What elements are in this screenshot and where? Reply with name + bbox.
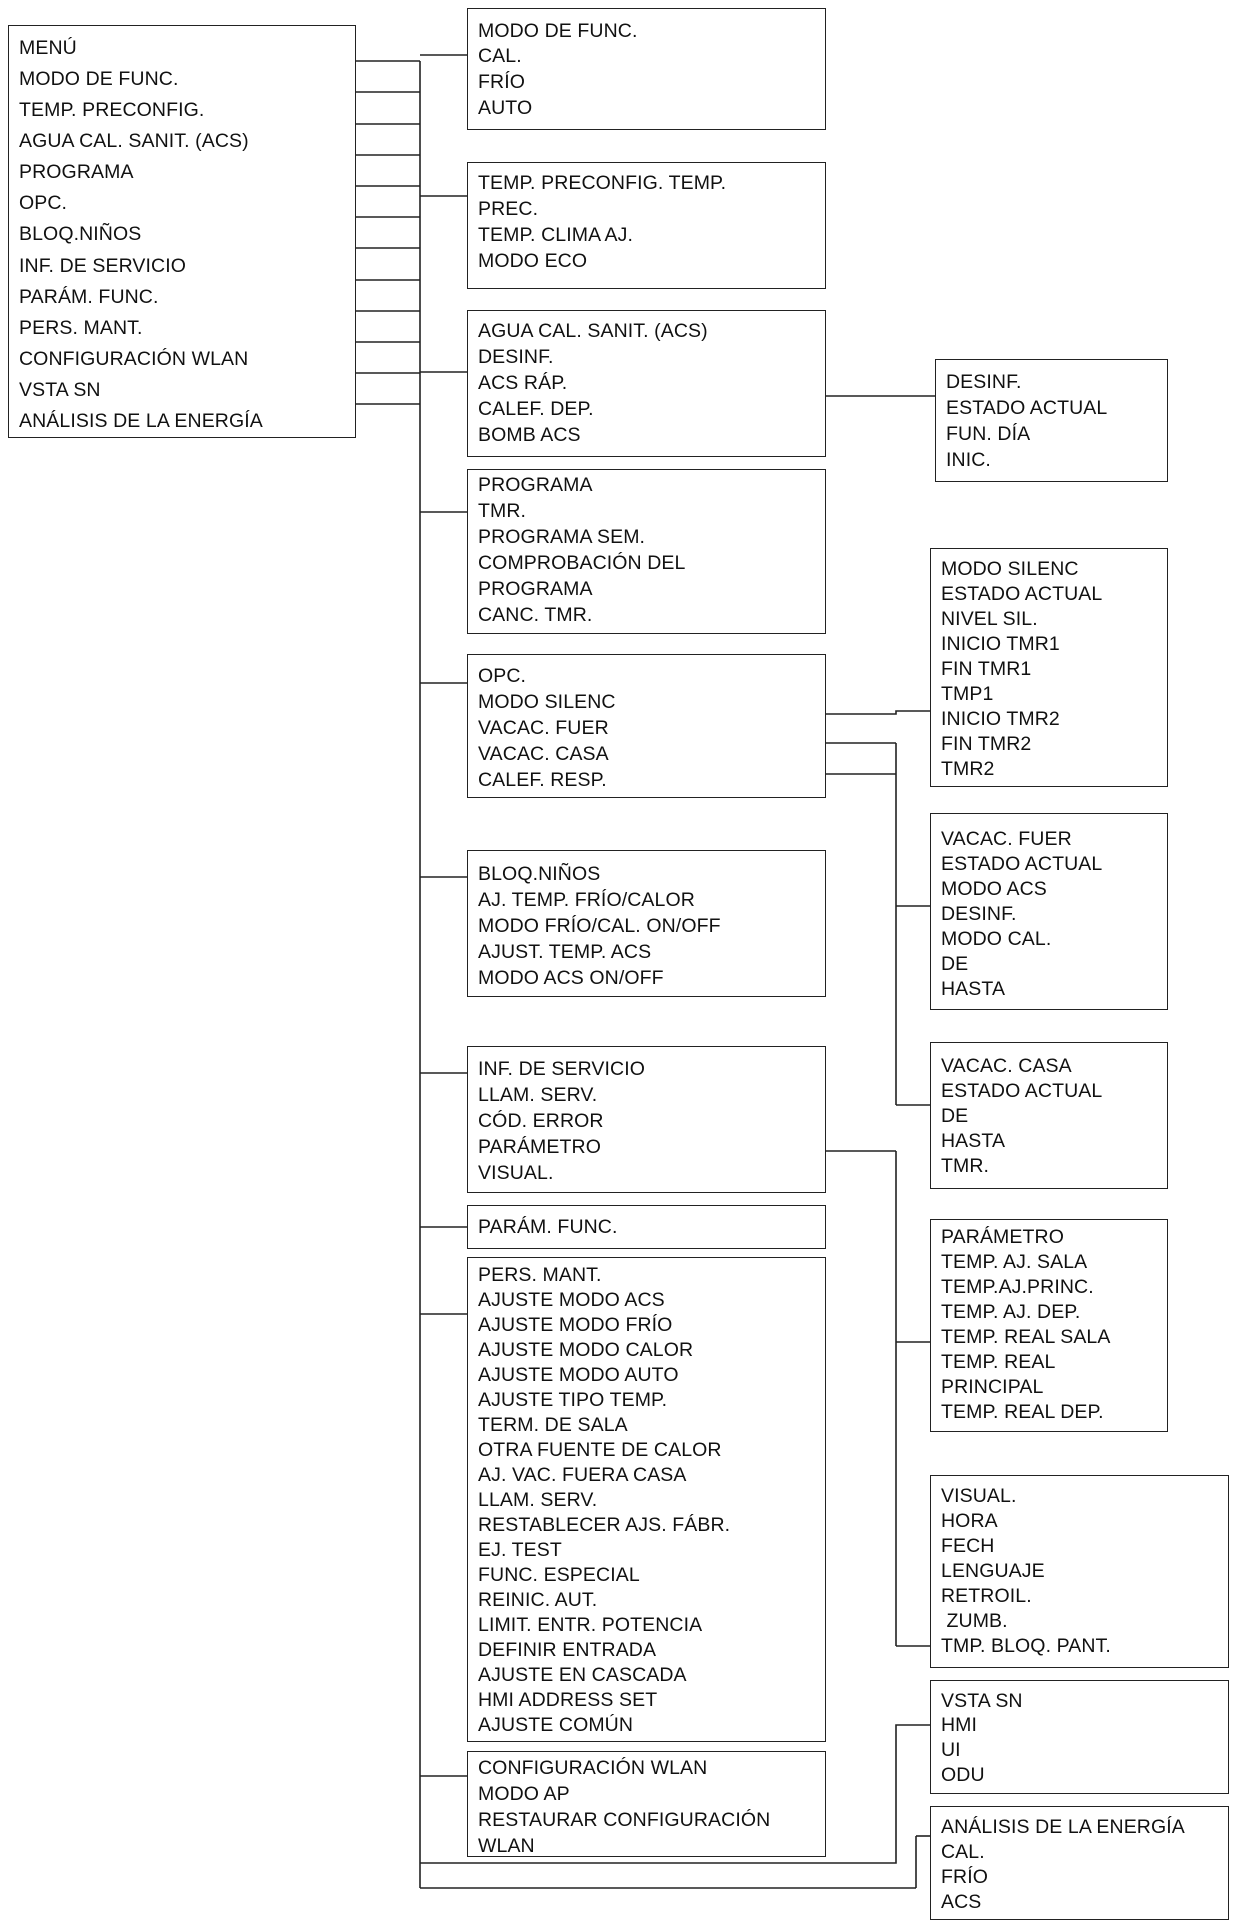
submenu-title: TEMP. PRECONFIG. TEMP.	[478, 172, 727, 194]
menu-item-modo-func: MODO DE FUNC.	[19, 68, 179, 90]
detail-title: VACAC. CASA	[941, 1055, 1072, 1077]
detail-title: MODO SILENC	[941, 558, 1079, 580]
submenu-item: MODO ECO	[478, 250, 588, 272]
submenu-item: AJ. TEMP. FRÍO/CALOR	[478, 889, 695, 911]
submenu-item: MODO FRÍO/CAL. ON/OFF	[478, 915, 721, 937]
submenu-item: AJUST. TEMP. ACS	[478, 941, 652, 963]
submenu-item: AJUSTE MODO ACS	[478, 1289, 665, 1311]
detail-item: FUN. DÍA	[946, 423, 1031, 445]
submenu-item: REINIC. AUT.	[478, 1589, 598, 1611]
submenu-item: PREC.	[478, 198, 539, 220]
submenu-item: COMPROBACIÓN DEL	[478, 552, 686, 574]
detail-title: VACAC. FUER	[941, 828, 1072, 850]
submenu-item: PARÁMETRO	[478, 1136, 601, 1158]
detail-desinf	[935, 359, 1168, 482]
detail-item: ESTADO ACTUAL	[946, 397, 1108, 419]
submenu-modo-func	[467, 8, 826, 130]
detail-item: DESINF.	[941, 903, 1017, 925]
submenu-item: WLAN	[478, 1835, 535, 1857]
submenu-item: VACAC. CASA	[478, 743, 609, 765]
submenu-item: TERM. DE SALA	[478, 1414, 628, 1436]
submenu-inf-servicio	[467, 1046, 826, 1193]
submenu-item: DEFINIR ENTRADA	[478, 1639, 657, 1661]
detail-item: HASTA	[941, 978, 1006, 1000]
detail-item: TMP1	[941, 683, 994, 705]
detail-modo-silenc	[930, 548, 1168, 787]
detail-item: DE	[941, 1105, 969, 1127]
menu-item-vsta-sn: VSTA SN	[19, 379, 101, 401]
detail-analisis-energia	[930, 1806, 1229, 1920]
menu-item-programa: PROGRAMA	[19, 161, 134, 183]
detail-title: DESINF.	[946, 371, 1022, 393]
menu-item-acs: AGUA CAL. SANIT. (ACS)	[19, 130, 249, 152]
submenu-item: MODO AP	[478, 1783, 570, 1805]
submenu-item: PROGRAMA	[478, 578, 593, 600]
detail-item: TEMP. REAL	[941, 1351, 1056, 1373]
detail-title: ANÁLISIS DE LA ENERGÍA	[941, 1816, 1185, 1838]
detail-item: FIN TMR2	[941, 733, 1032, 755]
submenu-item: MODO SILENC	[478, 691, 616, 713]
detail-item: LENGUAJE	[941, 1560, 1045, 1582]
submenu-item: LIMIT. ENTR. POTENCIA	[478, 1614, 703, 1636]
submenu-pers-mant	[467, 1257, 826, 1742]
detail-item: FECH	[941, 1535, 995, 1557]
detail-item: TEMP.AJ.PRINC.	[941, 1276, 1094, 1298]
submenu-title: PROGRAMA	[478, 474, 593, 496]
submenu-title: OPC.	[478, 665, 527, 687]
submenu-bloq-ninos	[467, 850, 826, 997]
detail-title: VSTA SN	[941, 1690, 1023, 1712]
detail-item: HASTA	[941, 1130, 1006, 1152]
menu-item-bloq-ninos: BLOQ.NIÑOS	[19, 223, 142, 245]
detail-item: ZUMB.	[941, 1610, 1008, 1632]
submenu-item: HMI ADDRESS SET	[478, 1689, 658, 1711]
submenu-title: PERS. MANT.	[478, 1264, 602, 1286]
menu-item-config-wlan: CONFIGURACIÓN WLAN	[19, 348, 249, 370]
submenu-item: OTRA FUENTE DE CALOR	[478, 1439, 722, 1461]
submenu-item: CÓD. ERROR	[478, 1110, 604, 1132]
submenu-item: VISUAL.	[478, 1162, 554, 1184]
detail-vacac-casa	[930, 1042, 1168, 1189]
detail-item: ACS	[941, 1891, 982, 1913]
submenu-title: INF. DE SERVICIO	[478, 1058, 646, 1080]
detail-item: UI	[941, 1739, 961, 1761]
detail-item: FRÍO	[941, 1866, 988, 1888]
submenu-item: PROGRAMA SEM.	[478, 526, 646, 548]
submenu-item: AUTO	[478, 97, 533, 119]
detail-item: RETROIL.	[941, 1585, 1032, 1607]
submenu-item: RESTAURAR CONFIGURACIÓN	[478, 1809, 771, 1831]
detail-item: TEMP. REAL DEP.	[941, 1401, 1104, 1423]
detail-item: TMR.	[941, 1155, 990, 1177]
submenu-param-func	[467, 1205, 826, 1249]
submenu-config-wlan	[467, 1751, 826, 1857]
detail-item: PRINCIPAL	[941, 1376, 1044, 1398]
detail-item: CAL.	[941, 1841, 985, 1863]
detail-item: NIVEL SIL.	[941, 608, 1038, 630]
submenu-item: BOMB ACS	[478, 424, 581, 446]
menu-item-pers-mant: PERS. MANT.	[19, 317, 143, 339]
main-menu-box	[8, 25, 356, 438]
detail-vsta-sn	[930, 1680, 1229, 1794]
menu-title: MENÚ	[19, 37, 77, 59]
detail-parametro	[930, 1219, 1168, 1432]
submenu-title: PARÁM. FUNC.	[478, 1216, 618, 1238]
detail-item: TEMP. AJ. SALA	[941, 1251, 1088, 1273]
detail-item: MODO ACS	[941, 878, 1047, 900]
detail-title: PARÁMETRO	[941, 1226, 1064, 1248]
menu-item-temp-preconfig: TEMP. PRECONFIG.	[19, 99, 205, 121]
detail-item: TMP. BLOQ. PANT.	[941, 1635, 1111, 1657]
detail-item: HMI	[941, 1714, 978, 1736]
submenu-title: CONFIGURACIÓN WLAN	[478, 1757, 708, 1779]
detail-item: MODO CAL.	[941, 928, 1052, 950]
submenu-item: MODO ACS ON/OFF	[478, 967, 664, 989]
menu-item-param-func: PARÁM. FUNC.	[19, 286, 159, 308]
submenu-item: CALEF. RESP.	[478, 769, 607, 791]
detail-item: INICIO TMR2	[941, 708, 1060, 730]
submenu-item: AJUSTE MODO CALOR	[478, 1339, 694, 1361]
detail-item: FIN TMR1	[941, 658, 1032, 680]
submenu-item: LLAM. SERV.	[478, 1084, 598, 1106]
submenu-programa	[467, 469, 826, 634]
detail-item: INICIO TMR1	[941, 633, 1060, 655]
submenu-item: TMR.	[478, 500, 527, 522]
menu-item-opc: OPC.	[19, 192, 68, 214]
submenu-item: FUNC. ESPECIAL	[478, 1564, 640, 1586]
submenu-title: BLOQ.NIÑOS	[478, 863, 601, 885]
submenu-title: MODO DE FUNC.	[478, 20, 638, 42]
menu-item-inf-servicio: INF. DE SERVICIO	[19, 255, 187, 277]
detail-item: TMR2	[941, 758, 995, 780]
submenu-item: VACAC. FUER	[478, 717, 609, 739]
detail-vacac-fuer	[930, 813, 1168, 1010]
submenu-item: AJUSTE COMÚN	[478, 1714, 634, 1736]
submenu-opc	[467, 654, 826, 798]
detail-item: ESTADO ACTUAL	[941, 1080, 1103, 1102]
submenu-item: CAL.	[478, 45, 522, 67]
detail-item: DE	[941, 953, 969, 975]
detail-item: TEMP. AJ. DEP.	[941, 1301, 1081, 1323]
menu-item-analisis-energia: ANÁLISIS DE LA ENERGÍA	[19, 410, 263, 432]
submenu-item: LLAM. SERV.	[478, 1489, 598, 1511]
submenu-item: AJUSTE MODO AUTO	[478, 1364, 679, 1386]
submenu-acs	[467, 310, 826, 457]
detail-item: ESTADO ACTUAL	[941, 853, 1103, 875]
detail-title: VISUAL.	[941, 1485, 1017, 1507]
submenu-title: AGUA CAL. SANIT. (ACS)	[478, 320, 708, 342]
submenu-item: ACS RÁP.	[478, 372, 568, 394]
submenu-item: AJ. VAC. FUERA CASA	[478, 1464, 687, 1486]
submenu-temp-preconfig	[467, 162, 826, 289]
detail-item: ODU	[941, 1764, 985, 1786]
detail-item: TEMP. REAL SALA	[941, 1326, 1111, 1348]
submenu-item: DESINF.	[478, 346, 554, 368]
detail-item: INIC.	[946, 449, 991, 471]
submenu-item: CALEF. DEP.	[478, 398, 594, 420]
submenu-item: AJUSTE EN CASCADA	[478, 1664, 687, 1686]
submenu-item: AJUSTE MODO FRÍO	[478, 1314, 673, 1336]
submenu-item: FRÍO	[478, 71, 525, 93]
detail-item: HORA	[941, 1510, 998, 1532]
submenu-item: TEMP. CLIMA AJ.	[478, 224, 634, 246]
detail-item: ESTADO ACTUAL	[941, 583, 1103, 605]
submenu-item: AJUSTE TIPO TEMP.	[478, 1389, 668, 1411]
detail-visual	[930, 1475, 1229, 1668]
submenu-item: CANC. TMR.	[478, 604, 593, 626]
submenu-item: EJ. TEST	[478, 1539, 562, 1561]
submenu-item: RESTABLECER AJS. FÁBR.	[478, 1514, 731, 1536]
